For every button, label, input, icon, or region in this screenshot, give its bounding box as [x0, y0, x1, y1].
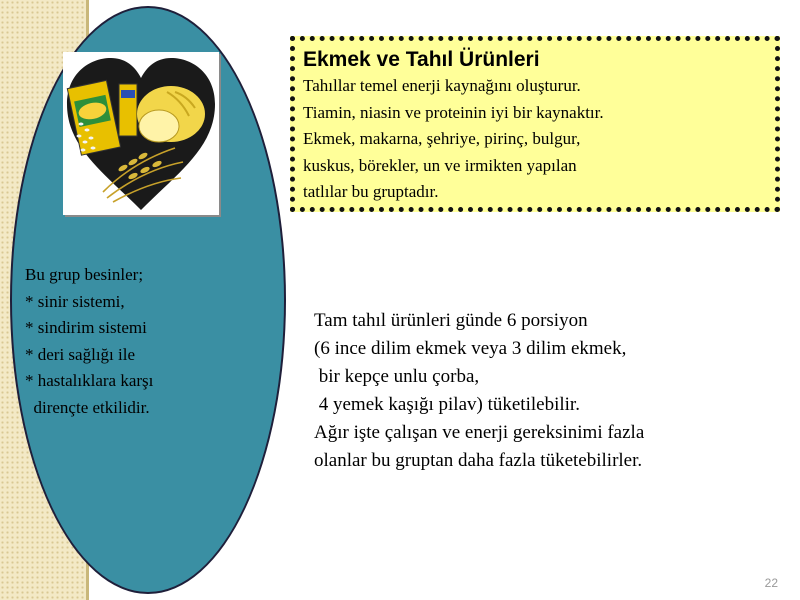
title-box-line: Ekmek, makarna, şehriye, pirinç, bulgur, [303, 129, 581, 148]
heart-illustration [63, 52, 219, 215]
bread-grains-heart-icon [63, 52, 219, 215]
title-box-line: kuskus, börekler, un ve irmikten yapılan [303, 155, 577, 175]
title-box [290, 36, 780, 212]
body-line: Tam tahıl ürünleri günde 6 porsiyon [314, 310, 588, 331]
list-item: * deri sağlığı ile [25, 344, 136, 364]
body-line: 4 yemek kaşığı pilav) tüketilebilir. [314, 394, 580, 415]
body-line: olanlar bu gruptan daha fazla tüketebilirler. [314, 450, 643, 471]
list-item: * hastalıklara karşı [25, 371, 154, 390]
page-number: 22 [764, 576, 778, 590]
slide-title: Ekmek ve Tahıl Ürünleri [303, 48, 540, 71]
body-line: (6 ince dilim ekmek veya 3 dilim ekmek, [314, 338, 627, 359]
title-box-line: tatlılar bu gruptadır. [303, 182, 439, 201]
list-item: Bu grup besinler; [25, 265, 144, 284]
health-effects-list [25, 262, 225, 421]
title-box-line: Tahıllar temel enerji kaynağını oluşturur. [303, 76, 581, 95]
list-item: * sinir sistemi, [25, 291, 125, 311]
body-line: bir kepçe unlu çorba, [314, 366, 480, 387]
list-item: dirençte etkilidir. [25, 397, 150, 417]
list-item: * sindirim sistemi [25, 318, 147, 337]
body-line: Ağır işte çalışan ve enerji gereksinimi fazla [314, 422, 645, 443]
portion-recommendation-text [314, 307, 784, 475]
title-box-line: Tiamin, niasin ve proteinin iyi bir kaynaktır. [303, 102, 604, 122]
